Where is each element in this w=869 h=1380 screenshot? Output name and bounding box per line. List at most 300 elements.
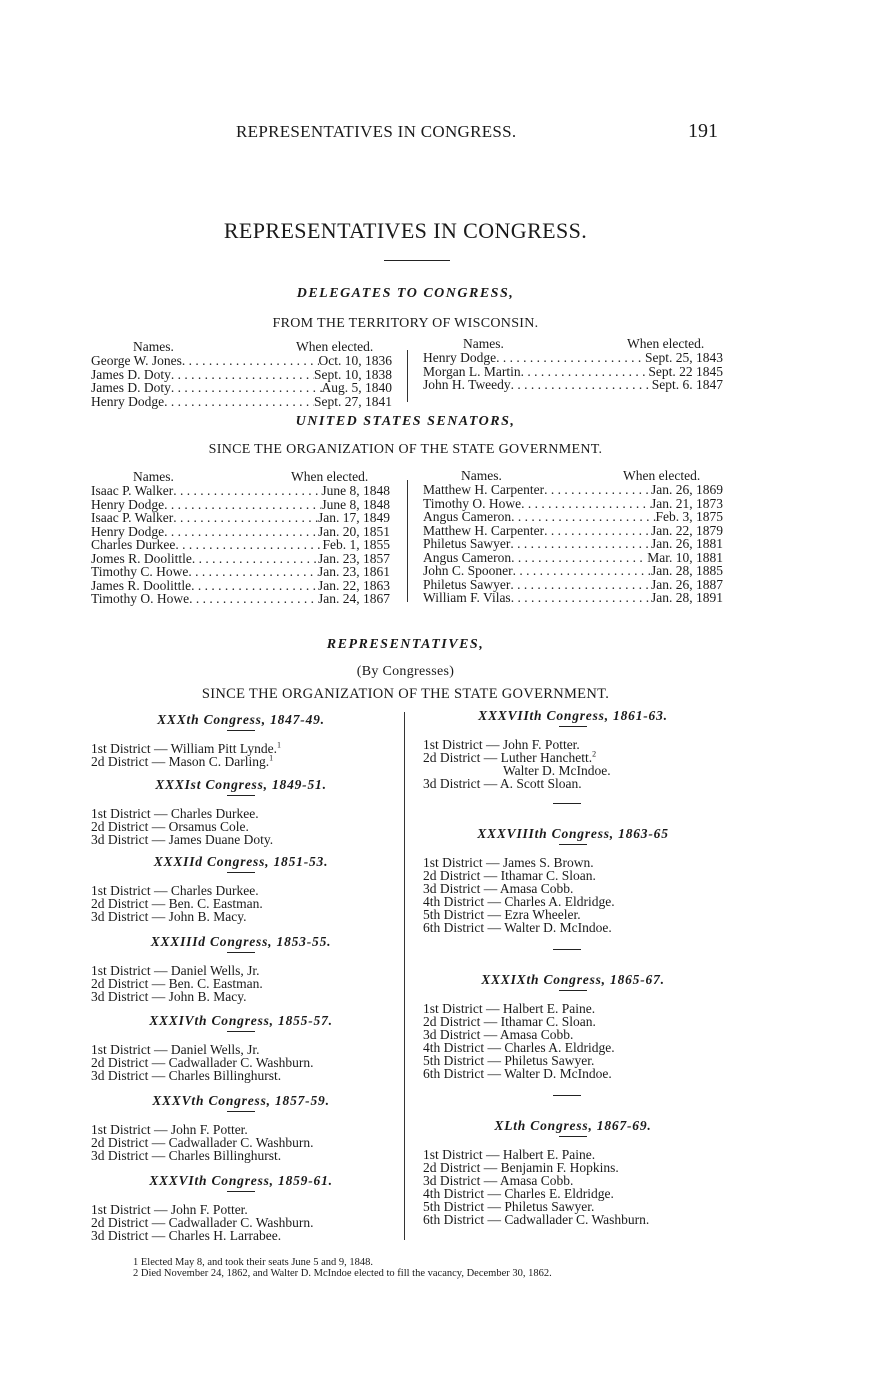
election-date: Jan. 22, 1879 — [651, 522, 723, 538]
list-item — [423, 591, 723, 605]
representative-name: John B. Macy. — [168, 989, 247, 1004]
dash-separator: — — [148, 754, 169, 769]
person-name: Timothy O. Howe — [91, 591, 190, 606]
title-rule — [227, 730, 255, 731]
delegates-subtitle: FROM THE TERRITORY OF WISCONSIN. — [272, 316, 539, 331]
list-item — [423, 510, 723, 524]
district-entry — [423, 777, 723, 790]
dash-separator: — — [480, 1173, 500, 1188]
election-date: Jan. 26, 1869 — [651, 482, 723, 497]
dot-leader — [510, 537, 651, 551]
district-label: 3d District — [91, 1148, 149, 1163]
list-item — [423, 524, 723, 538]
footnote-1: 1 Elected May 8, and took their seats June 5 and 9, 1848. — [133, 1257, 373, 1268]
list-item — [423, 551, 723, 565]
district-label: 5th District — [423, 1053, 485, 1068]
election-date: Jan. 21, 1873 — [651, 495, 723, 511]
district-label: 1st District — [423, 855, 483, 870]
representative-name: Charles H. Larrabee. — [168, 1228, 282, 1243]
election-date: Sept. 25, 1843 — [644, 350, 723, 365]
district-label: 3d District — [423, 1173, 481, 1188]
congress-title: XXXVth Congress, 1857-59. — [152, 1093, 330, 1108]
title-rule — [227, 872, 255, 873]
district-label: 1st District — [423, 737, 483, 752]
section-separator — [553, 803, 581, 804]
dot-leader — [191, 579, 318, 593]
election-date: Jan. 23, 1861 — [318, 564, 390, 579]
representative-name: Philetus Sawyer. — [504, 1053, 595, 1068]
dot-leader — [521, 365, 649, 379]
running-title: REPRESENTATIVES IN CONGRESS. — [236, 122, 517, 141]
district-label: 2d District — [423, 1014, 481, 1029]
congress-title: XXXIst Congress, 1849-51. — [155, 777, 327, 792]
representative-name: Walter D. McIndoe. — [503, 763, 611, 778]
representative-name: John F. Potter. — [502, 737, 580, 752]
list-item — [423, 378, 723, 392]
representative-name: Luther Hanchett. — [500, 750, 593, 765]
title-rule — [559, 990, 587, 991]
district-label: 2d District — [91, 976, 149, 991]
title-rule — [559, 1136, 587, 1137]
representative-name: Ben. C. Eastman. — [168, 896, 263, 911]
district-label: 4th District — [423, 894, 485, 909]
person-name: William F. Vilas — [423, 590, 511, 605]
dash-separator: — — [484, 920, 505, 935]
district-label: 1st District — [91, 806, 151, 821]
footnote-marker: 1 — [269, 753, 274, 763]
election-date: Jan. 20, 1851 — [318, 523, 390, 539]
col-when-header: When elected. — [291, 469, 369, 484]
dot-leader — [510, 578, 651, 592]
election-date: Aug. 5, 1840 — [321, 380, 392, 395]
dot-leader — [511, 378, 652, 392]
person-name: George W. Jones — [91, 353, 182, 368]
district-label: 4th District — [423, 1040, 485, 1055]
senators-right-column — [423, 469, 723, 605]
list-item — [91, 395, 392, 409]
col-when-header: When elected. — [623, 468, 701, 483]
district-label: 5th District — [423, 907, 485, 922]
dash-separator: — — [484, 894, 505, 909]
representative-name: Cadwallader C. Washburn. — [168, 1135, 314, 1150]
congress-block — [91, 934, 391, 1003]
representative-name: Ithamar C. Sloan. — [500, 868, 596, 883]
list-item — [91, 525, 390, 539]
election-date: June 8, 1848 — [321, 496, 390, 512]
election-date: Jan. 22, 1863 — [318, 577, 390, 593]
list-item — [91, 354, 392, 368]
representative-name: John F. Potter. — [170, 1202, 248, 1217]
dot-leader — [171, 368, 314, 382]
dash-separator: — — [148, 1055, 169, 1070]
person-name: Isaac P. Walker — [91, 483, 174, 498]
list-item — [423, 497, 723, 511]
delegates-left-list — [91, 354, 392, 408]
column-divider — [407, 350, 408, 402]
representative-name: Charles Durkee. — [170, 806, 259, 821]
section-separator — [553, 1095, 581, 1096]
election-date: Jan. 17, 1849 — [318, 510, 390, 525]
representative-name: Philetus Sawyer. — [504, 1199, 595, 1214]
representative-name: Ezra Wheeler. — [504, 907, 581, 922]
dot-leader — [175, 538, 322, 552]
title-rule — [227, 1191, 255, 1192]
representative-name: Charles Billinghurst. — [168, 1068, 282, 1083]
person-name: Isaac P. Walker — [91, 510, 174, 525]
district-label: 2d District — [91, 1135, 149, 1150]
dash-separator: — — [480, 776, 500, 791]
person-name: James D. Doty — [91, 366, 171, 382]
representative-name: Walter D. McIndoe. — [504, 1066, 612, 1081]
col-names-header: Names. — [461, 468, 502, 483]
dot-leader — [521, 497, 651, 511]
list-item — [91, 381, 392, 395]
dash-separator: — — [148, 976, 169, 991]
dash-separator: — — [148, 1135, 169, 1150]
list-item — [91, 579, 390, 593]
district-entry — [91, 910, 391, 923]
representative-name: John F. Potter. — [170, 1122, 248, 1137]
person-name: James D. Doty — [91, 380, 171, 395]
election-date: Jan. 28, 1885 — [651, 563, 723, 578]
congress-title: XXXIVth Congress, 1855-57. — [149, 1013, 333, 1028]
title-rule — [227, 795, 255, 796]
person-name: Henry Dodge — [423, 350, 497, 365]
election-date: Jan. 23, 1857 — [318, 550, 390, 566]
person-name: John C. Spooner — [423, 563, 513, 578]
district-label: 2d District — [423, 750, 481, 765]
district-label: 1st District — [423, 1147, 483, 1162]
dash-separator: — — [482, 737, 503, 752]
senators-left-column — [91, 470, 390, 606]
representative-name: Cadwallader C. Washburn. — [504, 1212, 650, 1227]
dot-leader — [496, 351, 645, 365]
dot-leader — [189, 592, 318, 606]
dot-leader — [164, 498, 321, 512]
election-date: Sept. 6. 1847 — [651, 377, 723, 392]
delegates-right-column — [423, 337, 723, 392]
senators-right-list — [423, 483, 723, 605]
representative-name: Ben. C. Eastman. — [168, 976, 263, 991]
representative-name: Charles Billinghurst. — [168, 1148, 282, 1163]
election-date: Feb. 3, 1875 — [655, 509, 723, 524]
representative-name: Ithamar C. Sloan. — [500, 1014, 596, 1029]
election-date: Feb. 1, 1855 — [322, 537, 390, 552]
footnote-marker: 1 — [276, 740, 281, 750]
dash-separator: — — [150, 883, 171, 898]
representative-name: Amasa Cobb. — [499, 881, 574, 896]
list-item — [91, 592, 390, 606]
district-label: 1st District — [91, 1042, 151, 1057]
district-entry — [423, 1067, 723, 1080]
district-label: 5th District — [423, 1199, 485, 1214]
congress-title: XXXVIth Congress, 1859-61. — [149, 1173, 333, 1188]
col-names-header: Names. — [133, 339, 174, 354]
senators-left-list — [91, 484, 390, 606]
congress-title: XXXVIIIth Congress, 1863-65 — [477, 826, 669, 841]
dot-leader — [171, 381, 322, 395]
congress-block — [423, 826, 723, 934]
list-item — [91, 498, 390, 512]
footnotes — [133, 1257, 552, 1279]
district-label: 1st District — [423, 1001, 483, 1016]
dash-separator: — — [148, 819, 169, 834]
representative-name: Walter D. McIndoe. — [504, 920, 612, 935]
person-name: John H. Tweedy — [423, 377, 511, 392]
list-item — [91, 538, 390, 552]
delegates-title: DELEGATES TO CONGRESS, — [296, 286, 515, 301]
dash-separator: — — [484, 1053, 505, 1068]
list-item — [423, 564, 723, 578]
col-names-header: Names. — [133, 469, 174, 484]
district-label: 6th District — [423, 920, 485, 935]
district-label: 2d District — [91, 1055, 149, 1070]
dash-separator: — — [484, 907, 505, 922]
dash-separator: — — [484, 1040, 505, 1055]
list-item — [423, 365, 723, 379]
dash-separator: — — [150, 806, 171, 821]
list-item — [91, 565, 390, 579]
representative-name: Cadwallader C. Washburn. — [168, 1055, 314, 1070]
district-label: 1st District — [91, 1122, 151, 1137]
representative-name: William Pitt Lynde. — [170, 741, 277, 756]
district-label: 2d District — [91, 819, 149, 834]
representative-name: Charles A. Eldridge. — [504, 894, 615, 909]
congress-block — [91, 712, 391, 768]
title-rule — [384, 260, 450, 261]
page-number: 191 — [688, 120, 718, 142]
delegates-right-list — [423, 351, 723, 392]
district-label: 3d District — [423, 776, 481, 791]
title-rule — [227, 1111, 255, 1112]
congress-title: XXXVIIth Congress, 1861-63. — [478, 708, 668, 723]
district-label: 2d District — [423, 868, 481, 883]
title-rule — [559, 726, 587, 727]
district-entry — [91, 1149, 391, 1162]
person-name: Timothy C. Howe — [91, 564, 189, 579]
district-label: 2d District — [91, 1215, 149, 1230]
district-entry — [423, 1213, 723, 1226]
dot-leader — [188, 565, 318, 579]
title-rule — [559, 844, 587, 845]
dash-separator: — — [480, 881, 500, 896]
district-label: 6th District — [423, 1066, 485, 1081]
district-entry — [91, 1069, 391, 1082]
person-name: James R. Doolittle — [91, 577, 192, 593]
dash-separator: — — [484, 1186, 505, 1201]
senators-title: UNITED STATES SENATORS, — [295, 414, 516, 429]
election-date: Jan. 24, 1867 — [318, 591, 390, 606]
dot-leader — [173, 484, 321, 498]
list-item — [423, 483, 723, 497]
congress-title: XXXIXth Congress, 1865-67. — [481, 972, 665, 987]
list-item — [423, 351, 723, 365]
district-label: 3d District — [91, 989, 149, 1004]
person-name: Henry Dodge — [91, 496, 165, 512]
representative-name: Benjamin F. Hopkins. — [500, 1160, 619, 1175]
dash-separator: — — [480, 1014, 501, 1029]
election-date: Sept. 10, 1838 — [313, 366, 392, 382]
election-date: June 8, 1848 — [321, 483, 390, 498]
col-names-header: Names. — [463, 336, 504, 351]
person-name: Timothy O. Howe — [423, 495, 522, 511]
dash-separator: — — [148, 832, 169, 847]
list-item — [423, 537, 723, 551]
district-entry — [91, 1229, 391, 1242]
person-name: Matthew H. Carpenter — [423, 482, 545, 497]
dot-leader — [192, 552, 318, 566]
district-label: 2d District — [91, 754, 149, 769]
representative-name: Cadwallader C. Washburn. — [168, 1215, 314, 1230]
district-label: 3d District — [91, 832, 149, 847]
list-item — [91, 511, 390, 525]
election-date: Mar. 10, 1881 — [647, 549, 723, 565]
congress-title: XXXth Congress, 1847-49. — [157, 712, 325, 727]
congress-block — [91, 1013, 391, 1082]
dot-leader — [164, 395, 314, 409]
district-entry — [91, 833, 391, 846]
district-label: 3d District — [423, 1027, 481, 1042]
dash-separator: — — [480, 868, 501, 883]
dash-separator: — — [482, 855, 503, 870]
district-label: 1st District — [91, 963, 151, 978]
column-divider — [404, 712, 405, 1240]
district-label: 1st District — [91, 1202, 151, 1217]
election-date: Jan. 28, 1891 — [651, 590, 723, 605]
representative-name: Halbert E. Paine. — [502, 1001, 596, 1016]
district-label: 3d District — [91, 1228, 149, 1243]
dash-separator: — — [484, 1212, 505, 1227]
col-when-header: When elected. — [296, 339, 374, 354]
list-item — [91, 484, 390, 498]
district-label: 6th District — [423, 1212, 485, 1227]
congress-title: XLth Congress, 1867-69. — [494, 1118, 652, 1133]
district-entry — [423, 921, 723, 934]
representatives-title: REPRESENTATIVES, — [326, 637, 485, 652]
district-label: 1st District — [91, 741, 151, 756]
representative-name: Daniel Wells, Jr. — [170, 963, 260, 978]
person-name: Philetus Sawyer — [423, 536, 511, 551]
dash-separator: — — [482, 1001, 503, 1016]
district-label: 3d District — [423, 881, 481, 896]
list-item — [423, 578, 723, 592]
dash-separator: — — [148, 1148, 169, 1163]
district-entry — [91, 755, 391, 768]
list-item — [91, 552, 390, 566]
district-label: 2d District — [423, 1160, 481, 1175]
footnote-marker: 2 — [592, 749, 597, 759]
person-name: Henry Dodge — [91, 393, 165, 409]
list-item — [91, 368, 392, 382]
dot-leader — [511, 510, 655, 524]
column-divider — [407, 480, 408, 602]
congress-title: XXXIIId Congress, 1853-55. — [150, 934, 332, 949]
dot-leader — [511, 551, 647, 565]
dot-leader — [513, 564, 651, 578]
dash-separator: — — [148, 896, 169, 911]
col-when-header: When elected. — [627, 336, 705, 351]
dot-leader — [544, 483, 651, 497]
representatives-by-line: (By Congresses) — [356, 664, 455, 679]
congress-block — [423, 1118, 723, 1226]
page-title: REPRESENTATIVES IN CONGRESS. — [223, 218, 588, 243]
dot-leader — [173, 511, 318, 525]
senators-subtitle: SINCE THE ORGANIZATION OF THE STATE GOVERNMENT. — [208, 442, 603, 457]
dash-separator: — — [480, 1160, 501, 1175]
congress-block — [423, 972, 723, 1080]
dash-separator: — — [484, 1199, 505, 1214]
person-name: Philetus Sawyer — [423, 576, 511, 592]
person-name: Matthew H. Carpenter — [423, 522, 545, 538]
section-separator — [553, 949, 581, 950]
district-label: 4th District — [423, 1186, 485, 1201]
title-rule — [227, 952, 255, 953]
dot-leader — [164, 525, 318, 539]
election-date: Oct. 10, 1836 — [318, 353, 392, 368]
person-name: Jomes R. Doolittle — [91, 550, 192, 566]
title-rule — [227, 1031, 255, 1032]
representative-name: Charles A. Eldridge. — [504, 1040, 615, 1055]
congress-block — [423, 708, 723, 790]
representatives-subtitle: SINCE THE ORGANIZATION OF THE STATE GOVERNMENT. — [201, 686, 610, 702]
representative-name: Charles Durkee. — [170, 883, 259, 898]
person-name: Henry Dodge — [91, 523, 165, 539]
person-name: Angus Cameron — [423, 509, 512, 524]
congress-block — [91, 777, 391, 846]
district-label: 3d District — [91, 909, 149, 924]
dash-separator: — — [150, 1042, 171, 1057]
congress-block — [91, 1173, 391, 1242]
dash-separator: — — [480, 750, 501, 765]
dot-leader — [182, 354, 319, 368]
person-name: Charles Durkee — [91, 537, 176, 552]
dash-separator: — — [482, 1147, 503, 1162]
congress-block — [91, 854, 391, 923]
representative-name: A. Scott Sloan. — [499, 776, 582, 791]
election-date: Sept. 27, 1841 — [313, 393, 392, 409]
person-name: Angus Cameron — [423, 549, 512, 565]
congress-title: XXXIId Congress, 1851-53. — [153, 854, 329, 869]
dash-separator: — — [148, 1228, 169, 1243]
dash-separator: — — [484, 1066, 505, 1081]
district-label: 2d District — [91, 896, 149, 911]
dash-separator: — — [148, 1215, 169, 1230]
representative-name: James Duane Doty. — [168, 832, 274, 847]
delegates-left-column — [91, 340, 392, 408]
dot-leader — [511, 591, 651, 605]
dash-separator: — — [148, 989, 169, 1004]
election-date: Jan. 26, 1887 — [651, 576, 723, 592]
representative-name: Amasa Cobb. — [499, 1173, 574, 1188]
representative-name: Mason C. Darling. — [168, 754, 270, 769]
representative-name: Orsamus Cole. — [168, 819, 249, 834]
dot-leader — [544, 524, 651, 538]
district-label: 1st District — [91, 883, 151, 898]
dash-separator: — — [148, 909, 169, 924]
dash-separator: — — [150, 1122, 171, 1137]
dash-separator: — — [150, 1202, 171, 1217]
footnote-2: 2 Died November 24, 1862, and Walter D. McIndoe elected to fill the vacancy, December 30, 1862. — [133, 1268, 552, 1279]
person-name: Morgan L. Martin — [423, 363, 521, 379]
dash-separator: — — [150, 741, 171, 756]
representative-name: Halbert E. Paine. — [502, 1147, 596, 1162]
representative-name: Daniel Wells, Jr. — [170, 1042, 260, 1057]
election-date: Jan. 26, 1881 — [651, 536, 723, 551]
election-date: Sept. 22 1845 — [648, 363, 723, 379]
dash-separator: — — [150, 963, 171, 978]
representative-name: Charles E. Eldridge. — [504, 1186, 614, 1201]
district-entry — [91, 990, 391, 1003]
